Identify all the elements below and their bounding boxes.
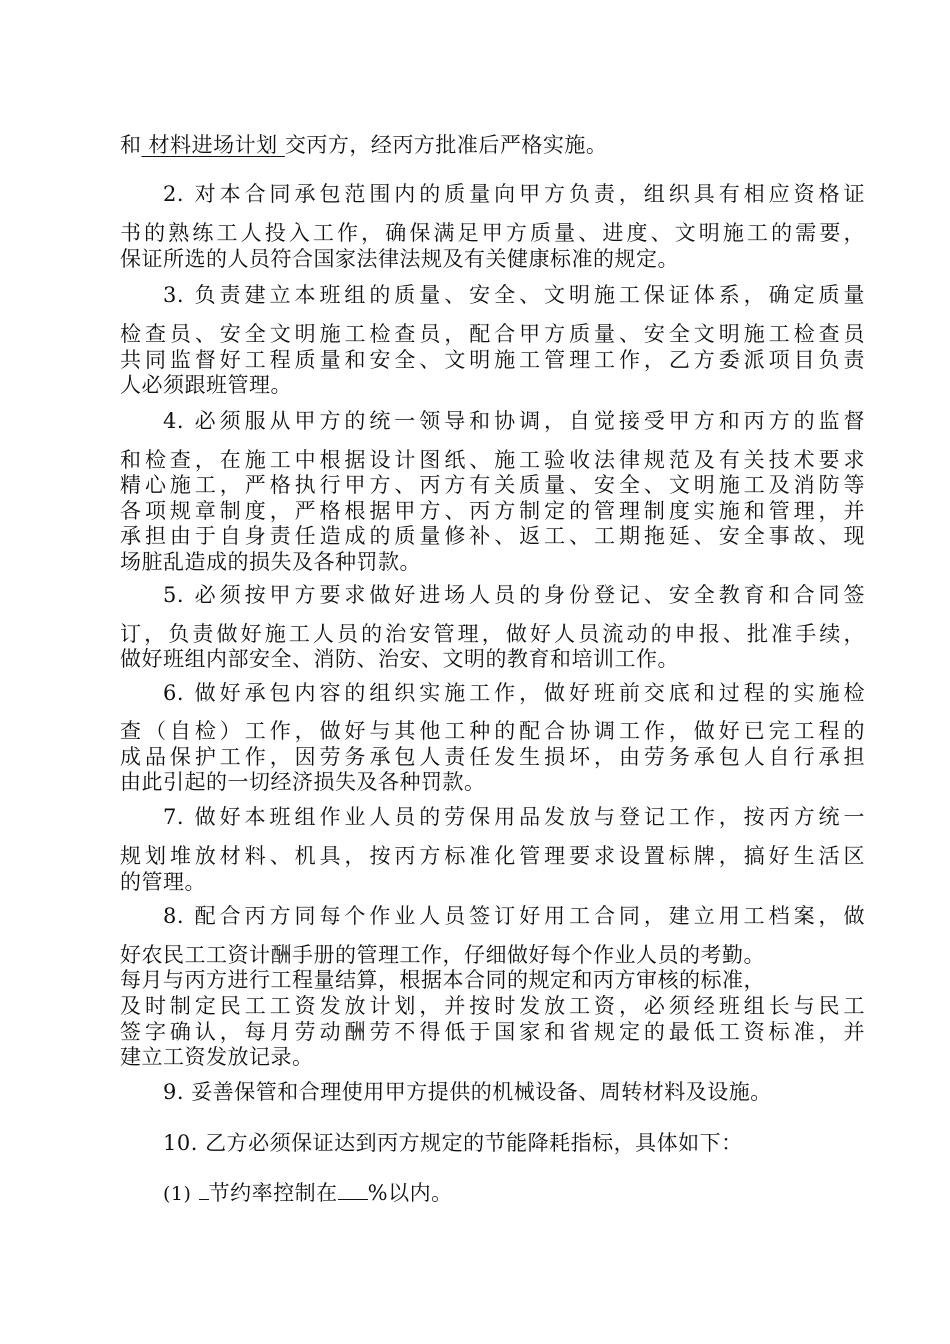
paragraph-8-line-3: 每月与丙方进行工程量结算，根据本合同的规定和丙方审核的标准，	[120, 968, 765, 992]
paragraph-9-line-1: 9. 妥善保管和合理使用甲方提供的机械设备、周转材料及设施。	[163, 1080, 772, 1104]
paragraph-4-line-6: 场脏乱造成的损失及各种罚款。	[120, 550, 421, 574]
item-1-text-b: %以内。	[367, 1181, 453, 1205]
paragraph-6-line-4: 由此引起的一切经济损失及各种罚款。	[120, 770, 486, 794]
paragraph-4-line-5: 承担由于自身责任造成的质量修补、返工、工期拖延、安全事故、现	[120, 524, 865, 548]
paragraph-5-line-3: 做好班组内部安全、消防、治安、文明的教育和培训工作。	[120, 647, 679, 671]
paragraph-8-line-1: 8. 配合丙方同每个作业人员签订好用工合同，建立用工档案，做	[163, 904, 865, 928]
paragraph-6-line-2: 查（自检）工作，做好与其他工种的配合协调工作，做好已完工程的	[120, 719, 865, 743]
paragraph-6-line-3: 成品保护工作，因劳务承包人责任发生损坏，由劳务承包人自行承担	[120, 745, 865, 769]
material-entry-plan-underlined: 材料进场计划	[141, 133, 285, 157]
paragraph-8-line-2: 好农民工工资计酬手册的管理工作，仔细做好每个作业人员的考勤。	[120, 943, 765, 967]
paragraph-4-line-3: 精心施工，严格执行甲方、丙方有关质量、安全、文明施工及消防等	[120, 473, 865, 497]
paragraph-3-line-1: 3. 负责建立本班组的质量、安全、文明施工保证体系，确定质量	[163, 283, 865, 307]
paragraph-4-line-2: 和检查，在施工中根据设计图纸、施工验收法律规范及有关技术要求	[120, 448, 865, 472]
paragraph-2-line-1: 2. 对本合同承包范围内的质量向甲方负责，组织具有相应资格证	[163, 182, 865, 206]
paragraph-8-line-5: 签字确认，每月劳动酬劳不得低于国家和省规定的最低工资标准，并	[120, 1020, 865, 1044]
paragraph-6-line-1: 6. 做好承包内容的组织实施工作，做好班前交底和过程的实施检	[163, 681, 865, 705]
item-1-percent-blank	[338, 1179, 368, 1200]
paragraph-7-line-3: 的管理。	[120, 870, 206, 894]
paragraph-4-line-4: 各项规章制度，严格根据甲方、丙方制定的管理制度实施和管理，并	[120, 499, 865, 523]
paragraph-5-line-1: 5. 必须按甲方要求做好进场人员的身份登记、安全教育和合同签	[163, 583, 865, 607]
paragraph-7-line-1: 7. 做好本班组作业人员的劳保用品发放与登记工作，按丙方统一	[163, 805, 865, 829]
paragraph-10-line-1: 10. 乙方必须保证达到丙方规定的节能降耗指标，具体如下：	[163, 1131, 743, 1155]
paragraph-3-line-3: 共同监督好工程质量和安全、文明施工管理工作，乙方委派项目负责	[120, 348, 865, 372]
item-1-text-a: 节约率控制在	[208, 1181, 338, 1205]
item-1-leading-blank	[199, 1179, 209, 1200]
item-1-number: (1)	[163, 1183, 192, 1205]
item-1-line	[163, 1179, 865, 1208]
paragraph-8-line-6: 建立工资发放记录。	[120, 1045, 314, 1069]
paragraph-5-line-2: 订，负责做好施工人员的治安管理，做好人员流动的申报、批准手续，	[120, 622, 865, 646]
paragraph-3-line-2: 检查员、安全文明施工检查员，配合甲方质量、安全文明施工检查员	[120, 322, 865, 346]
paragraph-8-line-4: 及时制定民工工资发放计划，并按时发放工资，必须经班组长与民工	[120, 994, 865, 1018]
paragraph-2-line-2: 书的熟练工人投入工作，确保满足甲方质量、进度、文明施工的需要，	[120, 221, 865, 245]
paragraph-1-line-1	[120, 131, 865, 159]
paragraph-4-line-1: 4. 必须服从甲方的统一领导和协调，自觉接受甲方和丙方的监督	[163, 409, 865, 433]
paragraph-3-line-4: 人必须跟班管理。	[120, 373, 292, 397]
paragraph-2-line-3: 保证所选的人员符合国家法律法规及有关健康标准的规定。	[120, 247, 679, 271]
paragraph-7-line-2: 规划堆放材料、机具，按丙方标准化管理要求设置标牌，搞好生活区	[120, 844, 865, 868]
paragraph-1-prefix: 和	[120, 133, 142, 157]
paragraph-1-suffix: 交丙方，经丙方批准后严格实施。	[284, 133, 608, 157]
